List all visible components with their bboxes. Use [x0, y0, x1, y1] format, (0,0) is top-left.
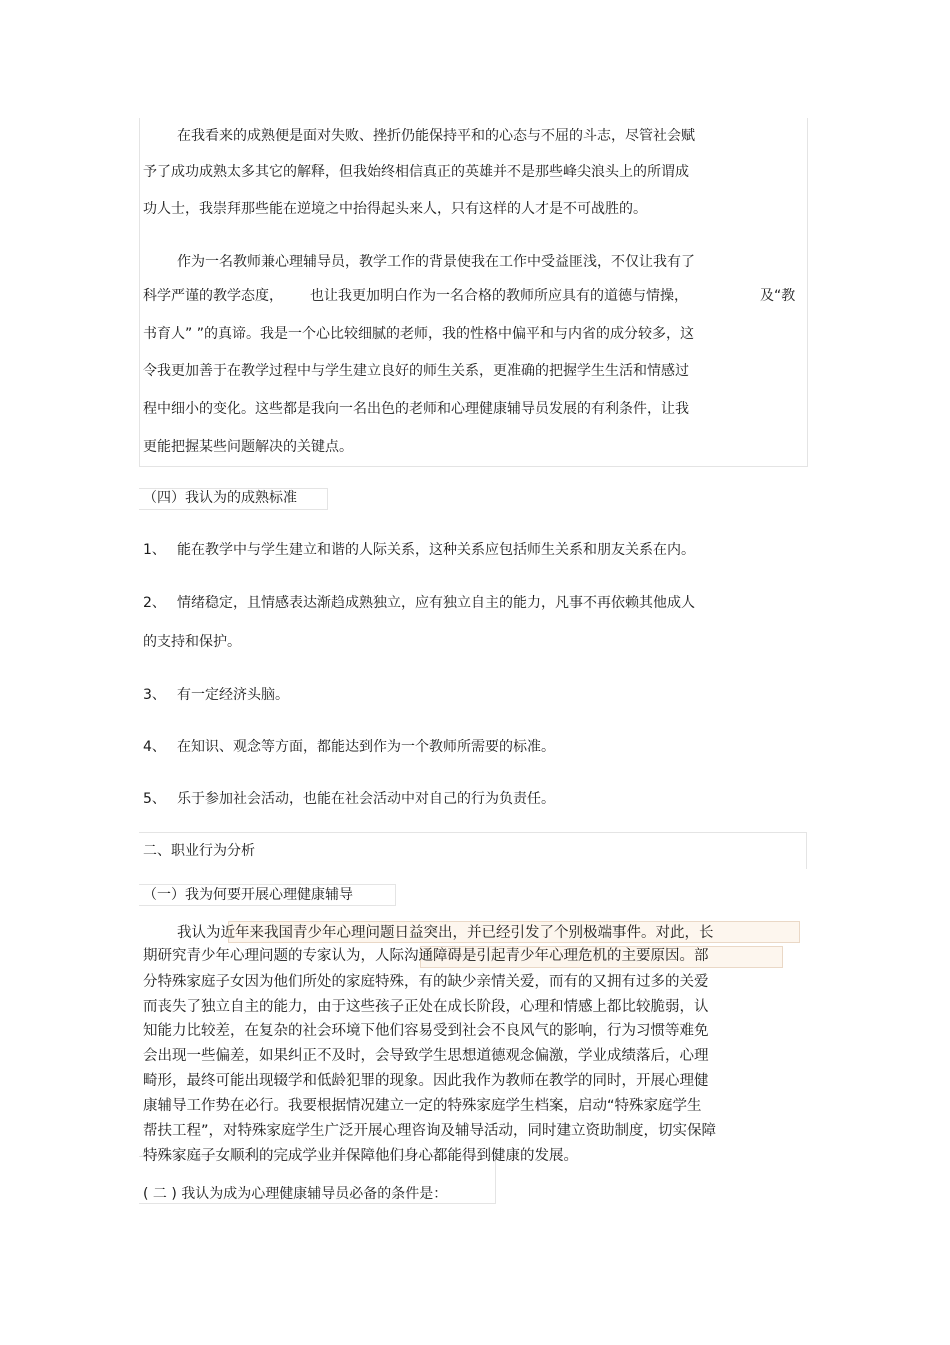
list-item: 有一定经济头脑。 — [177, 687, 289, 703]
para3-line-2: 期研究青少年心理问题的专家认为，人际沟通障碍是引起青少年心理危机的主要原因。部 — [143, 948, 709, 964]
para2-line-1: 作为一名教师兼心理辅导员，教学工作的背景使我在工作中受益匪浅，不仅让我有了 — [177, 254, 695, 270]
para1-line-3: 功人士，我崇拜那些能在逆境之中抬得起头来人，只有这样的人才是不可战胜的。 — [143, 201, 647, 217]
list-number: 4、 — [143, 739, 166, 755]
para2-line-3: 书育人” ”的真谛。我是一个心比较细腻的老师，我的性格中偏平和与内省的成分较多，这 — [143, 326, 694, 342]
list-number: 1、 — [143, 542, 166, 558]
subheading-2: ( 二 ) 我认为成为心理健康辅导员必备的条件是： — [143, 1186, 448, 1202]
para1-line-2: 予了成功成熟太多其它的解释，但我始终相信真正的英雄并不是那些峰尖浪头上的所谓成 — [143, 164, 689, 180]
list-item: 在知识、观念等方面，都能达到作为一个教师所需要的标准。 — [177, 739, 555, 755]
para3-line-1: 我认为近年来我国青少年心理问题日益突出，并已经引发了个别极端事件。对此，长 — [177, 925, 714, 941]
para2-line-2b: 也让我更加明白作为一名合格的教师所应具有的道德与情操， — [310, 288, 688, 304]
para3-line-4: 而丧失了独立自主的能力，由于这些孩子正处在成长阶段，心理和情感上都比较脆弱，认 — [143, 999, 709, 1015]
list-item: 情绪稳定，且情感表达渐趋成熟独立，应有独立自主的能力，凡事不再依赖其他成人 — [177, 595, 695, 611]
list-item: 能在教学中与学生建立和谐的人际关系，这种关系应包括师生关系和朋友关系在内。 — [177, 542, 695, 558]
list-item-continuation: 的支持和保护。 — [143, 634, 241, 650]
list-number: 3、 — [143, 687, 166, 703]
para3-line-6: 会出现一些偏差，如果纠正不及时，会导致学生思想道德观念偏激，学业成绩落后，心理 — [143, 1048, 709, 1064]
section-heading-2: 二、职业行为分析 — [143, 843, 255, 859]
para3-line-9: 帮扶工程”，对特殊家庭学生广泛开展心理咨询及辅导活动，同时建立资助制度，切实保障 — [143, 1123, 717, 1139]
para3-line-7: 畸形，最终可能出现辍学和低龄犯罪的现象。因此我作为教师在教学的同时，开展心理健 — [143, 1073, 709, 1089]
para3-line-10: 特殊家庭子女顺利的完成学业并保障他们身心都能得到健康的发展。 — [143, 1148, 578, 1164]
list-number: 2、 — [143, 595, 166, 611]
para2-line-2c: 及“教 — [760, 288, 796, 304]
subheading-1: （一）我为何要开展心理健康辅导 — [143, 887, 353, 903]
para1-line-1: 在我看来的成熟便是面对失败、挫折仍能保持平和的心态与不屈的斗志，尽管社会赋 — [177, 128, 695, 144]
para3-line-3: 分特殊家庭子女因为他们所处的家庭特殊，有的缺少亲情关爱，而有的又拥有过多的关爱 — [143, 974, 709, 990]
para3-line-8: 康辅导工作势在必行。我要根据情况建立一定的特殊家庭学生档案，启动“特殊家庭学生 — [143, 1098, 702, 1114]
para3-line-5: 知能力比较差，在复杂的社会环境下他们容易受到社会不良风气的影响，行为习惯等难免 — [143, 1023, 709, 1039]
para2-line-5: 程中细小的变化。这些都是我向一名出色的老师和心理健康辅导员发展的有利条件，让我 — [143, 401, 689, 417]
para2-line-4: 令我更加善于在教学过程中与学生建立良好的师生关系，更准确的把握学生生活和情感过 — [143, 363, 689, 379]
list-number: 5、 — [143, 791, 166, 807]
para2-line-2a: 科学严谨的教学态度， — [143, 288, 283, 304]
section-heading-4: （四）我认为的成熟标准 — [143, 490, 297, 506]
para2-line-6: 更能把握某些问题解决的关键点。 — [143, 439, 353, 455]
list-item: 乐于参加社会活动，也能在社会活动中对自己的行为负责任。 — [177, 791, 555, 807]
